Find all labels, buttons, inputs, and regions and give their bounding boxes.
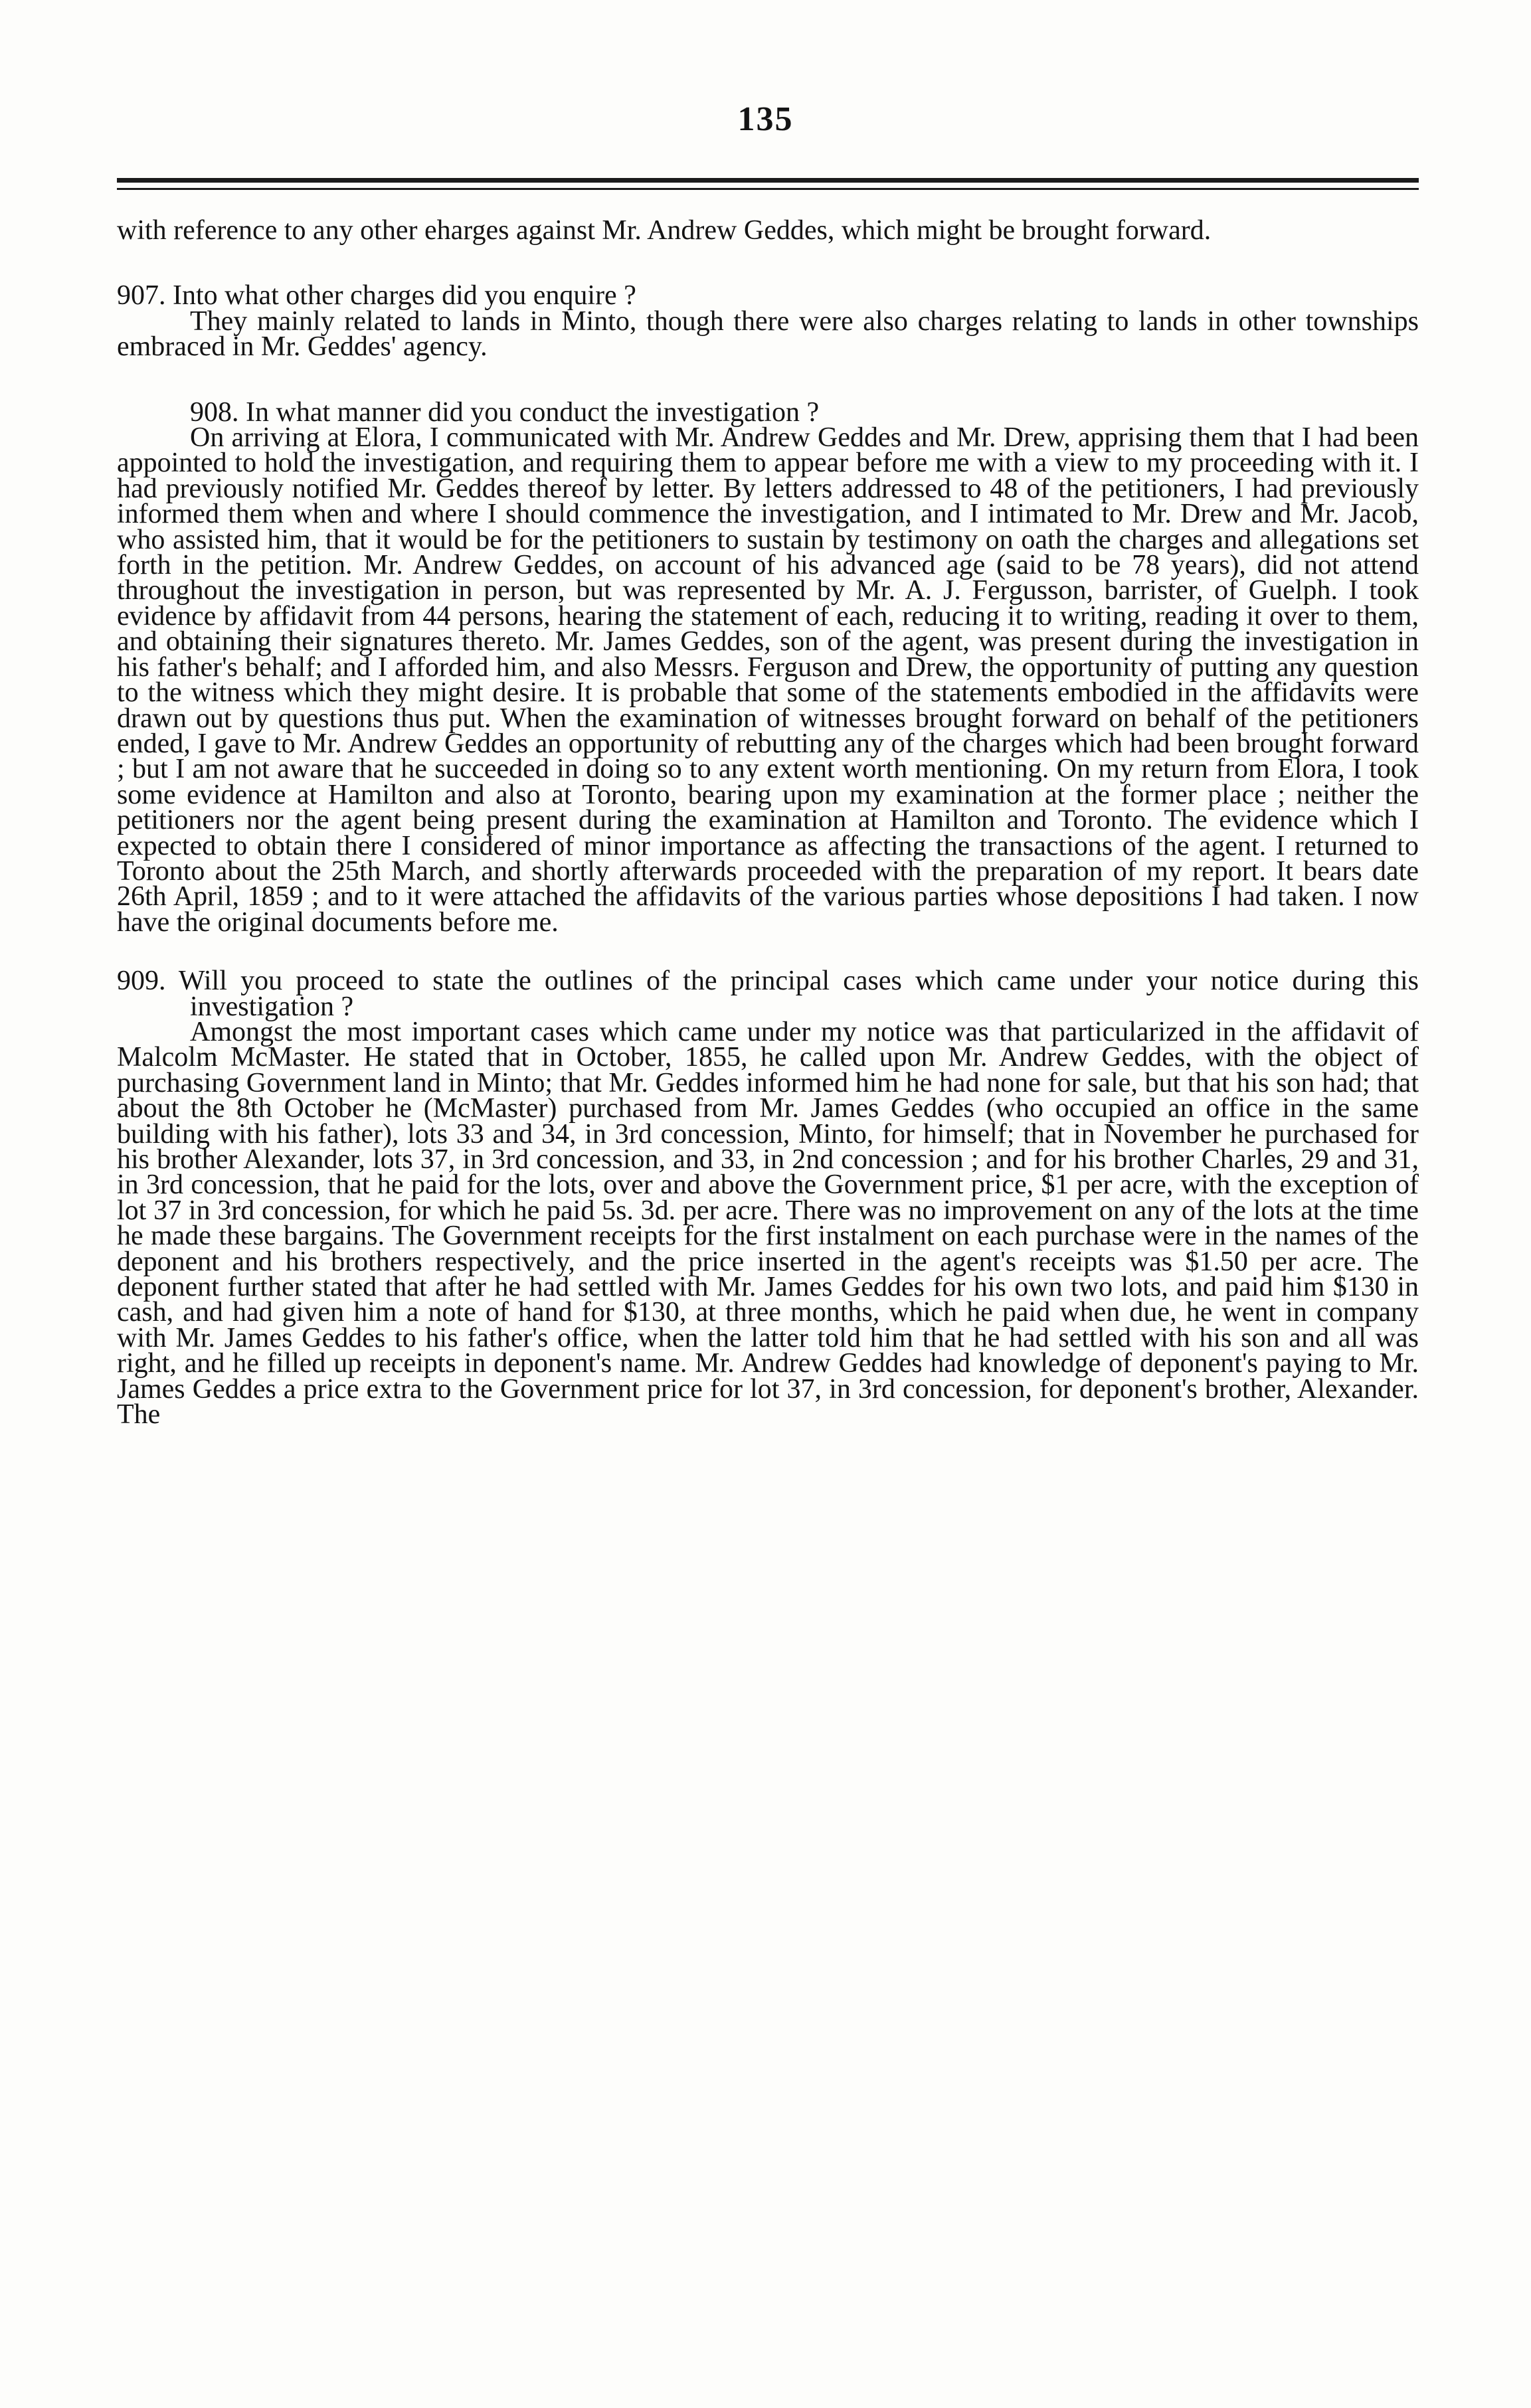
header-rule-thin (117, 188, 1419, 190)
question-907: 907. Into what other charges did you enquire ? (117, 280, 636, 311)
answer-907: They mainly related to lands in Minto, though there were also charges relating to lands in other townships embraced in Mr. Geddes' agency. (117, 305, 1419, 363)
header-rule-thick (117, 178, 1419, 183)
body-text (117, 215, 1419, 1430)
page-number: 135 (737, 100, 794, 138)
answer-909: Amongst the most important cases which came under my notice was that particularized in the affidavit of Malcolm McMaster. He stated that in October, 1855, he called upon Mr. Andrew Geddes, with the object of purchasing Government land in Minto; that Mr. Geddes informed him he had none for sale, but that his son had; that about the 8th October he (McMaster) purchased from Mr. James Geddes (who occupied an office in the same building with his father), lots 33 and 34, in 3rd concession, Minto, for himself; that in November he purchased for his brother Alexander, lots 37, in 3rd concession, and 33, in 2nd concession ; and for his brother Charles, 29 and 31, in 3rd concession, that he paid for the lots, over and above the Government price, $1 per acre, with the exception of lot 37 in 3rd concession, for which he paid 5s. 3d. per acre. There was no improvement on any of the lots at the time he made these bargains. The Government receipts for the first instalment on each purchase were in the names of the deponent and his brothers respectively, and the price inserted in the agent's receipts was $1.50 per acre. The deponent further stated that after he had settled with Mr. James Geddes for his own two lots, and paid him $130 in cash, and had given him a note of hand for $130, at three months, which he paid when due, he went in company with Mr. James Geddes to his father's office, when the latter told him that he had settled with his son and all was right, and he filled up receipts in deponent's name. Mr. Andrew Geddes had knowledge of deponent's paying to Mr. James Geddes a price extra to the Government price for lot 37, in 3rd concession, for deponent's brother, Alexander. The (117, 1016, 1419, 1430)
question-908: 908. In what manner did you conduct the investigation ? (190, 396, 820, 428)
continuation-paragraph: with reference to any other eharges against Mr. Andrew Geddes, which might be brought forward. (117, 215, 1212, 246)
question-909: 909. Will you proceed to state the outlines of the principal cases which came under your notice during this investigation ? (117, 966, 1419, 1022)
answer-908: On arriving at Elora, I communicated with Mr. Andrew Geddes and Mr. Drew, apprising them that I had been appointed to hold the investigation, and requiring them to appear before me with a view to my proceeding with it. I had previously notified Mr. Geddes thereof by letter. By letters addressed to 48 of the petitioners, I had previously informed them when and where I should commence the investigation, and I intimated to Mr. Drew and Mr. Jacob, who assisted him, that it would be for the petitioners to sustain by testimony on oath the charges and allegations set forth in the petition. Mr. Andrew Geddes, on account of his advanced age (said to be 78 years), did not attend throughout the investigation in person, but was represented by Mr. A. J. Fergusson, barrister, of Guelph. I took evidence by affidavit from 44 persons, hearing the statement of each, reducing it to writing, reading it over to them, and obtaining their signatures thereto. Mr. James Geddes, son of the agent, was present during the investigation in his father's behalf; and I afforded him, and also Messrs. Ferguson and Drew, the opportunity of putting any question to the witness which they might desire. It is probable that some of the statements embodied in the affidavits were drawn out by questions thus put. When the examination of witnesses brought forward on behalf of the petitioners ended, I gave to Mr. Andrew Geddes an opportunity of rebutting any of the charges which had been brought forward ; but I am not aware that he succeeded in doing so to any extent worth mentioning. On my return from Elora, I took some evidence at Hamilton and also at Toronto, bearing upon my examination at the former place ; neither the petitioners nor the agent being present during the examination at Hamilton and Toronto. The evidence which I expected to obtain there I considered of minor importance as affecting the transactions of the agent. I returned to Toronto about the 25th March, and shortly afterwards proceeded with the preparation of my report. It bears date 26th April, 1859 ; and to it were attached the affidavits of the various parties whose depositions I had taken. I now have the original documents before me. (117, 422, 1419, 938)
